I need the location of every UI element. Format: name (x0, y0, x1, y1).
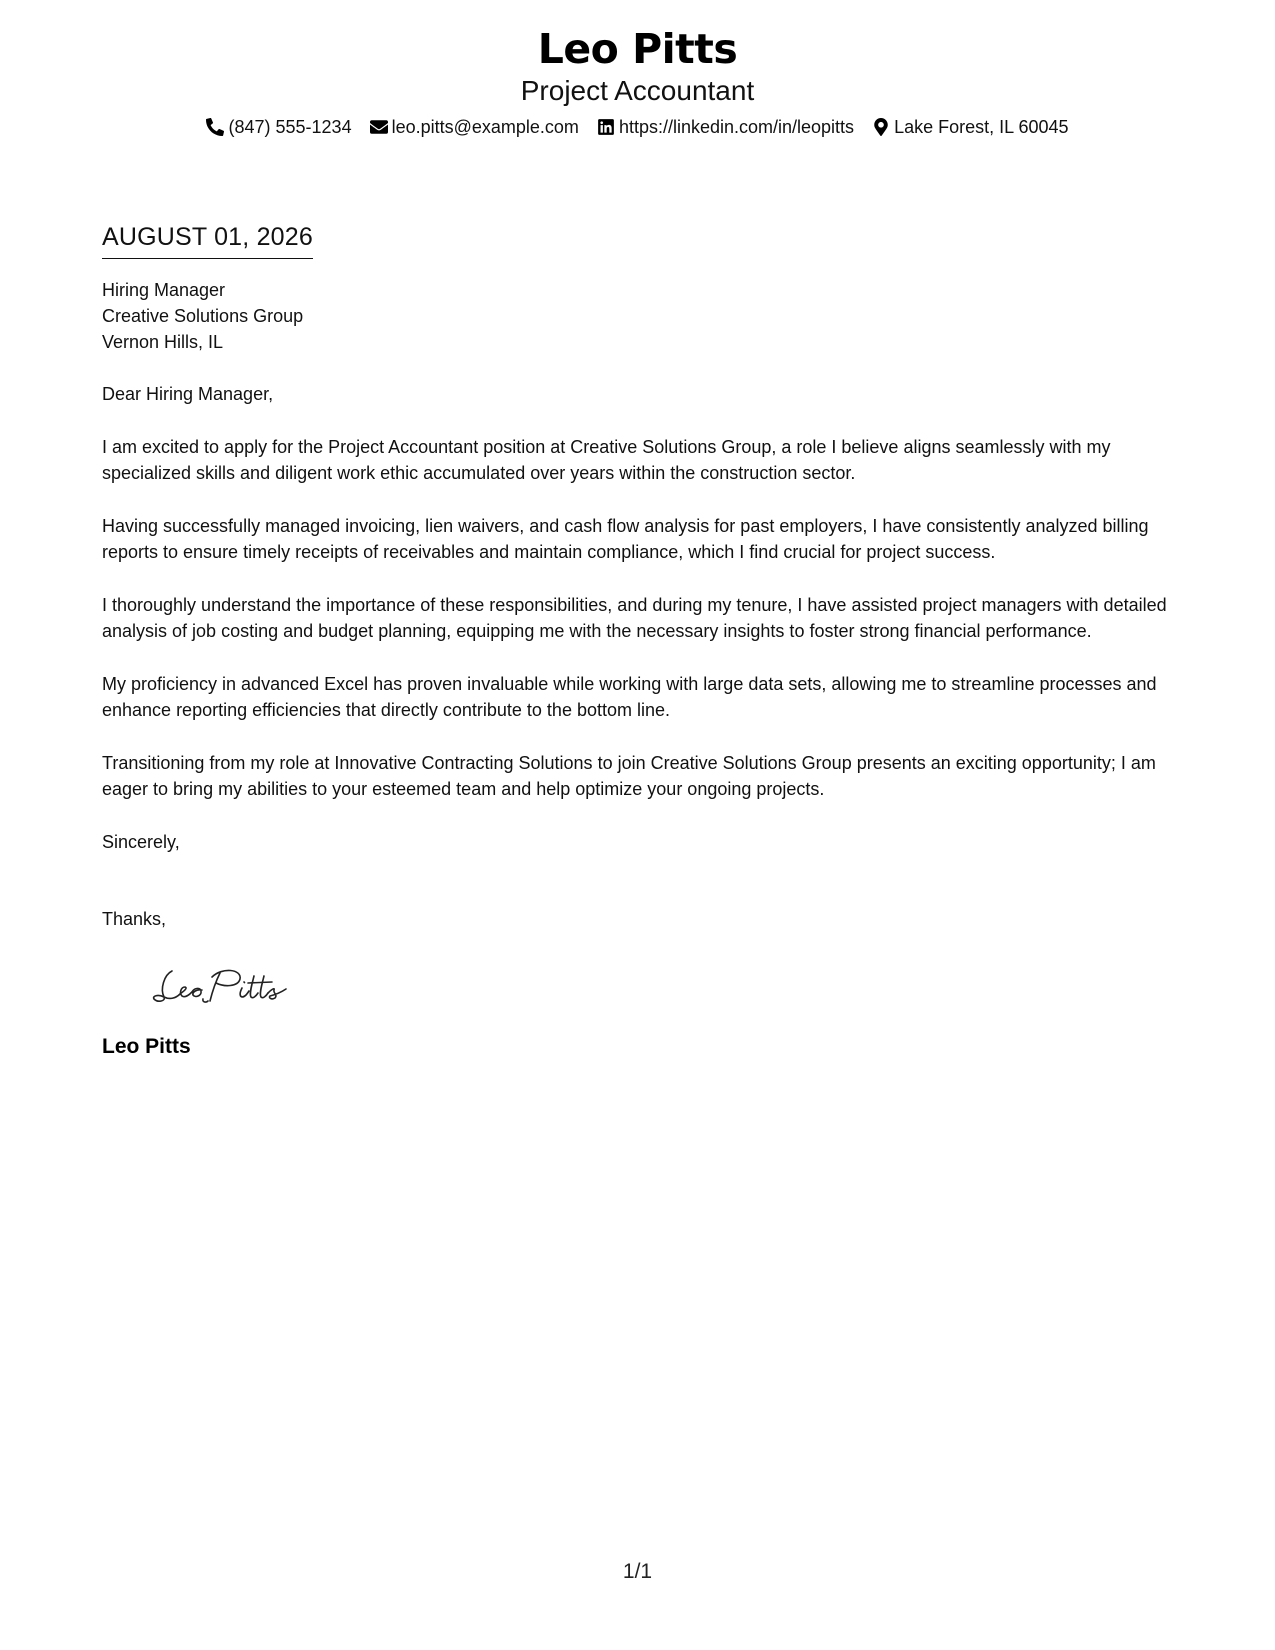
map-marker-icon (872, 118, 890, 136)
applicant-job-title: Project Accountant (520, 75, 755, 106)
applicant-name: Leo Pitts (537, 25, 738, 73)
recipient-company: Creative Solutions Group (102, 306, 304, 326)
linkedin-icon (597, 118, 615, 136)
handwritten-signature (150, 961, 320, 1011)
envelope-icon (370, 118, 388, 136)
closing: Sincerely, (102, 831, 180, 852)
page-number: 1/1 (622, 1560, 653, 1583)
phone-icon (206, 118, 224, 136)
contact-phone[interactable] (206, 115, 351, 139)
letter-body (102, 220, 1172, 1061)
body-paragraph: I thoroughly understand the importance of these responsibilities, and during my tenure, I have assisted project managers with detailed analysis of job costing and budget planning, equipping me with the necessary insights to foster strong financial performance. (102, 594, 1167, 641)
salutation: Dear Hiring Manager, (102, 384, 274, 404)
letter-header (0, 22, 1275, 139)
body-paragraph: I am excited to apply for the Project Accountant position at Creative Solutions Group, a role I believe aligns seamlessly with my specialized skills and diligent work ethic accumulated over years within the construction sector. (102, 436, 1111, 483)
body-paragraph: Transitioning from my role at Innovative Contracting Solutions to join Creative Solutions Group presents an exciting opportunity; I am eager to bring my abilities to your esteemed team and help optimize your ongoing projects. (102, 752, 1156, 799)
linkedin-url: https://linkedin.com/in/leopitts (618, 117, 855, 137)
contact-email[interactable] (370, 115, 579, 139)
email-address: leo.pitts@example.com (391, 117, 579, 137)
phone-number: (847) 555-1234 (228, 117, 352, 137)
recipient-location: Vernon Hills, IL (102, 332, 224, 352)
body-paragraph: Having successfully managed invoicing, lien waivers, and cash flow analysis for past employers, I have consistently analyzed billing reports to ensure timely receipts of receivables and maintain compliance, which I find crucial for project success. (102, 515, 1149, 562)
body-paragraph: My proficiency in advanced Excel has proven invaluable while working with large data sets, allowing me to streamline processes and enhance reporting efficiencies that directly contribute to the bottom line. (102, 673, 1157, 720)
letter-date: AUGUST 01, 2026 (102, 220, 313, 259)
location-text: Lake Forest, IL 60045 (894, 117, 1069, 137)
contact-location (872, 115, 1068, 139)
contact-bar (0, 115, 1275, 139)
signer-name: Leo Pitts (102, 1034, 191, 1058)
thanks-line: Thanks, (102, 909, 167, 929)
contact-linkedin[interactable] (597, 115, 854, 139)
recipient-block (102, 277, 1172, 355)
recipient-title: Hiring Manager (102, 280, 226, 300)
